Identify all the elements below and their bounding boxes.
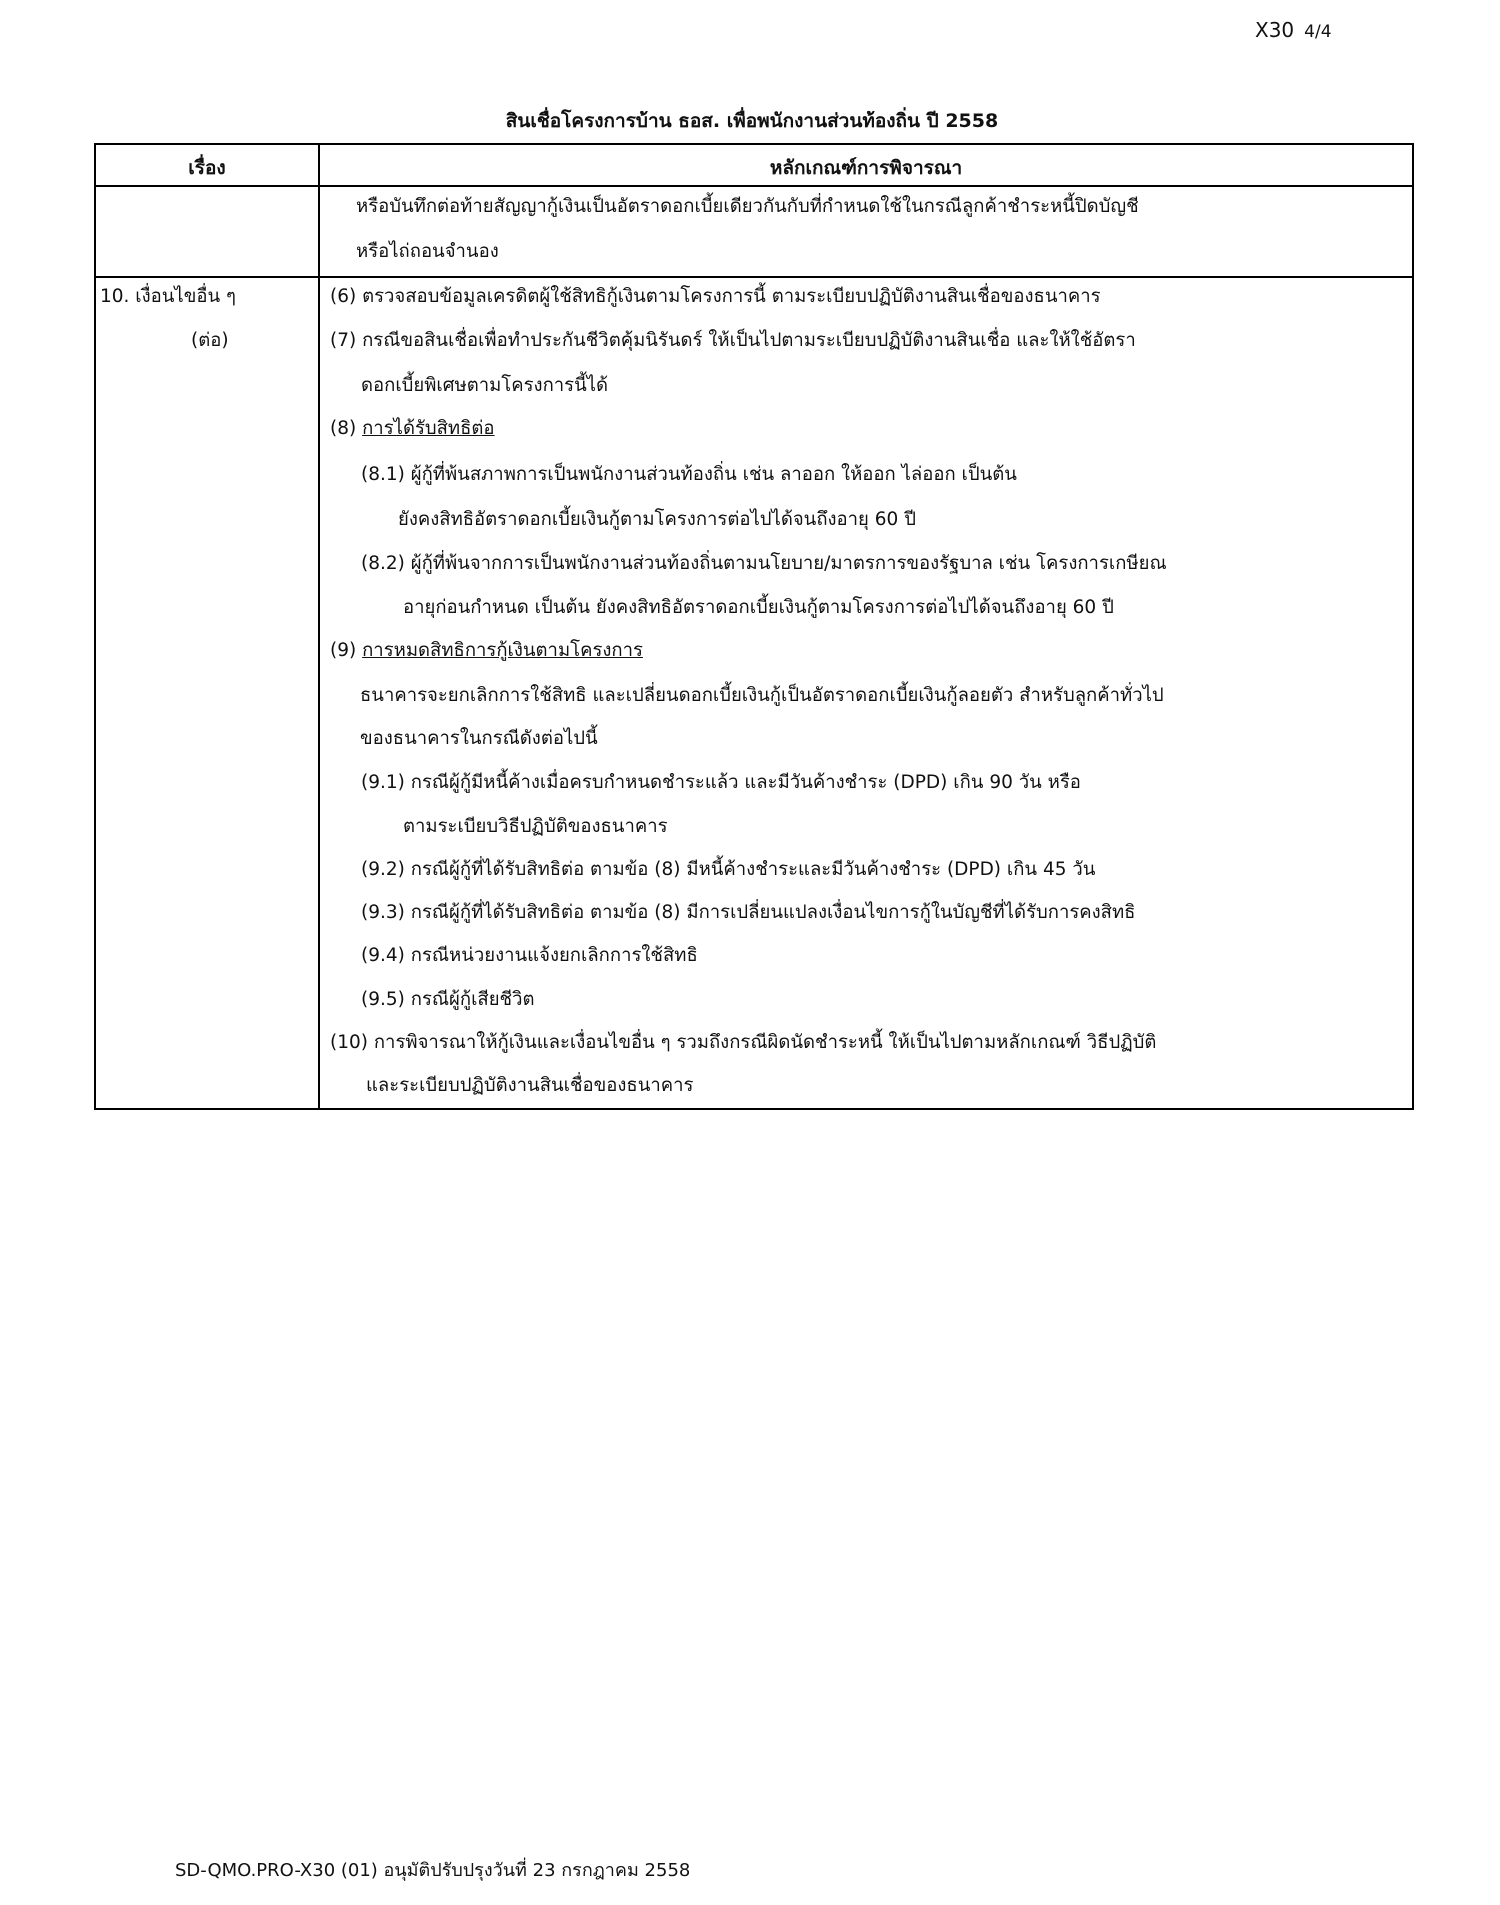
row-divider [96, 276, 1412, 278]
item-9-3: (9.3) กรณีผู้กู้ที่ได้รับสิทธิต่อ ตามข้อ (8) มีการเปลี่ยนแปลงเงื่อนไขการกู้ในบัญชีที่ได้รับการคงสิทธิ [361, 902, 1136, 923]
item-8-number: (8) [330, 418, 357, 439]
item-9-heading [330, 639, 643, 663]
item-8-1-line-1: (8.1) ผู้กู้ที่พ้นสภาพการเป็นพนักงานส่วนท้องถิ่น เช่น ลาออก ให้ออก ไล่ออก เป็นต้น [361, 464, 1017, 485]
topic-continued: (ต่อ) [191, 330, 229, 351]
page-code [1255, 18, 1332, 42]
document-code: X30 [1255, 18, 1295, 42]
header-divider [96, 185, 1412, 187]
item-9-1-line-1: (9.1) กรณีผู้กู้มีหนี้ค้างเมื่อครบกำหนดชำระแล้ว และมีวันค้างชำระ (DPD) เกิน 90 วัน หรือ [361, 772, 1081, 793]
continuation-line-2: หรือไถ่ถอนจำนอง [356, 241, 499, 262]
item-9-2: (9.2) กรณีผู้กู้ที่ได้รับสิทธิต่อ ตามข้อ (8) มีหนี้ค้างชำระและมีวันค้างชำระ (DPD) เกิน 45 วัน [361, 859, 1096, 880]
header-criteria: หลักเกณฑ์การพิจารณา [769, 157, 963, 179]
item-9-line-2: ของธนาคารในกรณีดังต่อไปนี้ [360, 728, 598, 749]
page-number: 4/4 [1304, 22, 1332, 42]
column-divider [318, 145, 320, 1108]
item-9-5: (9.5) กรณีผู้กู้เสียชีวิต [361, 989, 535, 1010]
topic-label: 10. เงื่อนไขอื่น ๆ [100, 286, 236, 307]
continuation-line-1: หรือบันทึกต่อท้ายสัญญากู้เงินเป็นอัตราดอกเบี้ยเดียวกันกับที่กำหนดใช้ในกรณีลูกค้าชำระหนี้ปิดบัญชี [356, 196, 1139, 217]
item-9-title: การหมดสิทธิการกู้เงินตามโครงการ [362, 640, 643, 661]
item-6: (6) ตรวจสอบข้อมูลเครดิตผู้ใช้สิทธิกู้เงินตามโครงการนี้ ตามระเบียบปฏิบัติงานสินเชื่อของธนาคาร [330, 286, 1101, 307]
item-8-title: การได้รับสิทธิต่อ [362, 418, 495, 439]
document-title: สินเชื่อโครงการบ้าน ธอส. เพื่อพนักงานส่วนท้องถิ่น ปี 2558 [505, 110, 999, 132]
item-8-2-line-2: อายุก่อนกำหนด เป็นต้น ยังคงสิทธิอัตราดอกเบี้ยเงินกู้ตามโครงการต่อไปได้จนถึงอายุ 60 ปี [403, 597, 1114, 618]
item-7-line-2: ดอกเบี้ยพิเศษตามโครงการนี้ได้ [361, 375, 609, 396]
item-9-line-1: ธนาคารจะยกเลิกการใช้สิทธิ และเปลี่ยนดอกเบี้ยเงินกู้เป็นอัตราดอกเบี้ยเงินกู้ลอยตัว สำหรับลูกค้าทั่วไป [360, 685, 1164, 706]
item-10-line-1: (10) การพิจารณาให้กู้เงินและเงื่อนไขอื่น ๆ รวมถึงกรณีผิดนัดชำระหนี้ ให้เป็นไปตามหลักเกณฑ์ วิธีปฏิบัติ [330, 1032, 1157, 1053]
header-topic: เรื่อง [188, 157, 226, 179]
item-8-heading [330, 417, 495, 441]
footer-document-ref: SD-QMO.PRO-X30 (01) อนุมัติปรับปรุงวันที่ 23 กรกฎาคม 2558 [175, 1860, 691, 1881]
item-8-2-line-1: (8.2) ผู้กู้ที่พ้นจากการเป็นพนักงานส่วนท้องถิ่นตามนโยบาย/มาตรการของรัฐบาล เช่น โครงการเกษียณ [361, 553, 1167, 574]
item-9-1-line-2: ตามระเบียบวิธีปฏิบัติของธนาคาร [403, 816, 668, 837]
item-7-line-1: (7) กรณีขอสินเชื่อเพื่อทำประกันชีวิตคุ้มนิรันดร์ ให้เป็นไปตามระเบียบปฏิบัติงานสินเชื่อ และให้ใช้อัตรา [330, 330, 1136, 351]
item-10-line-2: และระเบียบปฏิบัติงานสินเชื่อของธนาคาร [366, 1075, 694, 1096]
criteria-table [94, 143, 1414, 1110]
item-9-number: (9) [330, 640, 357, 661]
item-9-4: (9.4) กรณีหน่วยงานแจ้งยกเลิกการใช้สิทธิ [361, 945, 698, 966]
item-8-1-line-2: ยังคงสิทธิอัตราดอกเบี้ยเงินกู้ตามโครงการต่อไปได้จนถึงอายุ 60 ปี [398, 509, 916, 530]
